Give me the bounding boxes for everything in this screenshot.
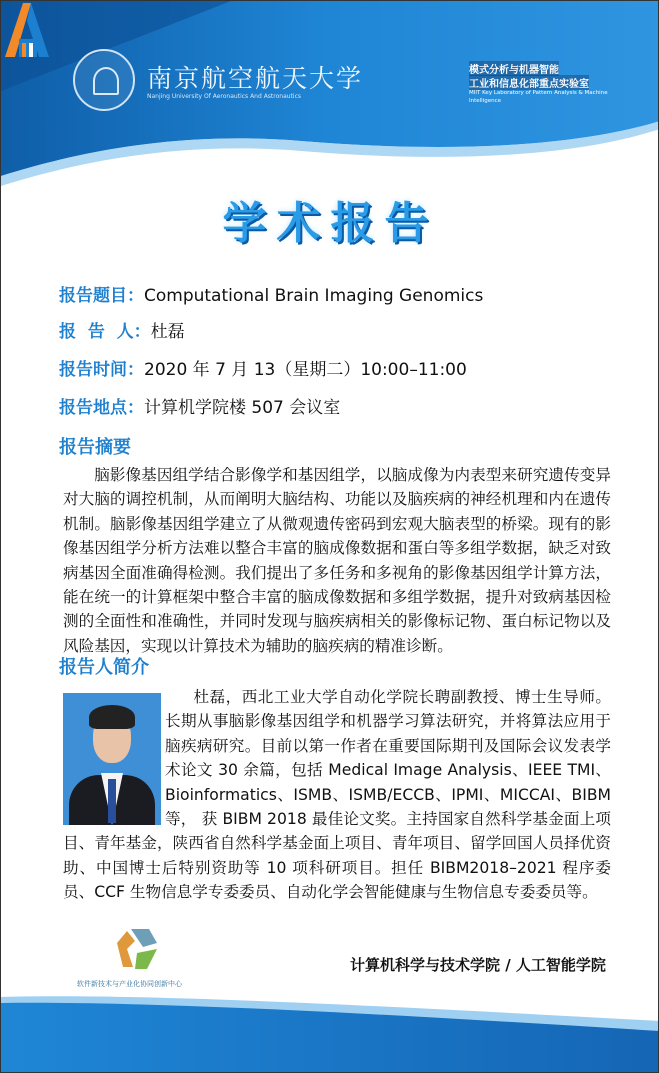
poster-title: 学术报告 xyxy=(222,198,439,249)
lab-name-cn-line2: 工业和信息化部重点实验室 xyxy=(469,75,589,90)
lab-name-cn-line1: 模式分析与机器智能 xyxy=(469,61,559,76)
bio-heading: 报告人简介 xyxy=(59,657,149,678)
nuaa-emblem-logo xyxy=(73,49,135,111)
info-location xyxy=(59,396,340,420)
info-speaker xyxy=(59,320,185,344)
info-label: 报 告 人： xyxy=(59,322,151,342)
info-topic xyxy=(59,284,483,308)
innovation-center-name: 软件新技术与产业化协同创新中心 xyxy=(77,980,182,988)
abstract-heading: 报告摘要 xyxy=(59,437,131,458)
footer-banner xyxy=(1,991,659,1073)
lab-logo xyxy=(1,1,51,59)
info-time xyxy=(59,358,467,382)
info-value: Computational Brain Imaging Genomics xyxy=(144,286,484,306)
info-label: 报告地点： xyxy=(59,398,144,418)
header-banner xyxy=(1,1,659,201)
university-name-en: Nanjing University Of Aeronautics And Astronautics xyxy=(147,93,302,100)
bio-section xyxy=(63,685,611,905)
school-name: 计算机科学与技术学院 / 人工智能学院 xyxy=(350,956,606,974)
bio-text: 杜磊，西北工业大学自动化学院长聘副教授、博士生导师。长期从事脑影像基因组学和机器学习算法研究，并将算法应用于脑疾病研究。目前以第一作者在重要国际期刊及国际会议发表学术论文 30 余篇，包括 Medical Image Analysis、IEEE TMI、Bioinformatics、ISMB、ISMB/ECCB、IPMI、MICCAI、BIBM 等， 获 BIBM 2018 最佳论文奖。主持国家自然科学基金面上项目、青年基金，陕西省自然科学基金面上项目、青年项目、留学回国人员择优资助、中国博士后特别资助等 10 项科研项目。担任 BIBM2018–2021 程序委员、CCF 生物信息学专委委员、自动化学会智能健康与生物信息专委委员等。 xyxy=(63,688,611,902)
lab-name-en: MIIT Key Laboratory of Pattern Analysis & Machine Intelligence xyxy=(469,90,608,104)
info-value: 2020 年 7 月 13（星期二）10:00–11:00 xyxy=(144,360,467,380)
info-value: 计算机学院楼 507 会议室 xyxy=(144,398,341,418)
speaker-photo xyxy=(63,693,161,825)
info-label: 报告时间： xyxy=(59,360,144,380)
innovation-center-logo xyxy=(113,927,159,971)
abstract-text: 脑影像基因组学结合影像学和基因组学，以脑成像为内表型来研究遗传变异对大脑的调控机制，从而阐明大脑结构、功能以及脑疾病的神经机理和内在遗传机制。脑影像基因组学建立了从微观遗传密码到宏观大脑表型的桥梁。现有的影像基因组学分析方法难以整合丰富的脑成像数据和蛋白等多组学数据，缺乏对致病基因全面准确得检测。我们提出了多任务和多视角的影像基因组学计算方法，能在统一的计算框架中整合丰富的脑成像数据和多组学数据，提升对致病基因检测的全面性和准确性，并同时发现与脑疾病相关的影像标记物、蛋白标记物以及风险基因，实现以计算技术为辅助的脑疾病的精准诊断。 xyxy=(63,466,611,655)
info-value: 杜磊 xyxy=(150,322,185,342)
info-label: 报告题目： xyxy=(59,286,144,306)
university-name-cn: 南京航空航天大学 xyxy=(147,64,364,93)
